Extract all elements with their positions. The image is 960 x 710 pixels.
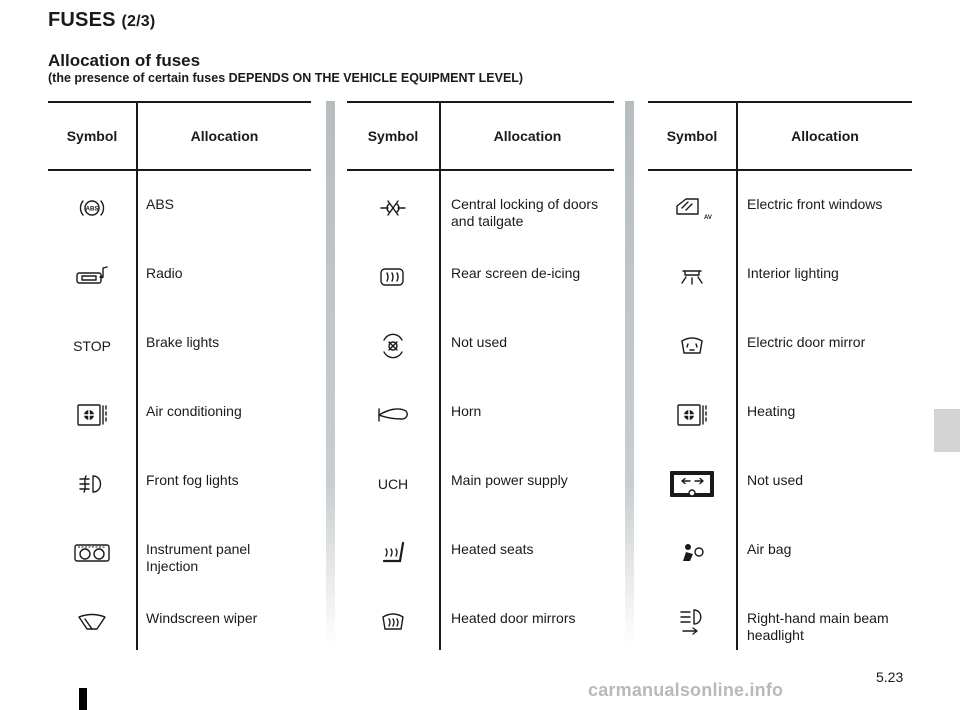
fuse-row xyxy=(347,518,614,587)
table-header-rule xyxy=(347,169,614,171)
air-bag-icon xyxy=(648,540,736,566)
heated-seats-icon xyxy=(347,540,439,566)
fuse-row xyxy=(48,380,311,449)
title-main: FUSES xyxy=(48,9,116,31)
fuse-allocation: Interior lighting xyxy=(747,265,839,281)
symbol-header: Symbol xyxy=(367,128,419,144)
allocation-header: Allocation xyxy=(493,128,562,144)
fuse-allocation: Heated door mirrors xyxy=(451,610,576,626)
page-title xyxy=(48,9,155,32)
fuse-allocation: Electric door mirror xyxy=(747,334,866,350)
fuse-row xyxy=(648,587,912,656)
fuse-row xyxy=(648,380,912,449)
equipment-note: (the presence of certain fuses DEPENDS ON THE VEHICLE EQUIPMENT LEVEL) xyxy=(48,71,524,85)
windscreen-wiper-icon xyxy=(48,609,136,635)
horn-icon xyxy=(347,402,439,428)
front-fog-lights-icon xyxy=(48,471,136,497)
rear-screen-deicing-icon xyxy=(347,264,439,290)
watermark: carmanualsonline.info xyxy=(588,680,784,700)
fuse-row xyxy=(648,173,912,242)
symbol-header: Symbol xyxy=(66,128,118,144)
fuse-row xyxy=(347,449,614,518)
fuse-allocation: Not used xyxy=(451,334,508,350)
fuse-row xyxy=(48,449,311,518)
fuse-row xyxy=(48,173,311,242)
radio-icon xyxy=(48,264,136,290)
table-header-rule xyxy=(648,169,912,171)
fuse-table-1 xyxy=(48,101,311,650)
allocation-header: Allocation xyxy=(190,128,259,144)
fuse-allocation: Air conditioning xyxy=(146,403,242,419)
svg-text:AV: AV xyxy=(704,215,712,221)
stop-icon xyxy=(48,333,136,359)
fuse-allocation: Rear screen de-icing xyxy=(451,265,581,281)
air-conditioning-icon xyxy=(48,402,136,428)
fuse-row xyxy=(648,311,912,380)
svg-text:ABS: ABS xyxy=(85,206,99,213)
fuse-row xyxy=(648,518,912,587)
fuse-row xyxy=(48,311,311,380)
fuse-row xyxy=(648,242,912,311)
fuse-allocation: Radio xyxy=(146,265,183,281)
fuse-table-3 xyxy=(648,101,912,650)
electric-front-windows-icon xyxy=(648,195,736,221)
uch-icon xyxy=(347,471,439,497)
title-suffix: (2/3) xyxy=(121,13,156,30)
fuse-allocation: Main power supply xyxy=(451,472,568,488)
fuse-allocation: Front fog lights xyxy=(146,472,239,488)
fuse-allocation: Central locking of doors and tailgate xyxy=(451,196,599,229)
column-divider-stripe xyxy=(625,101,634,646)
electric-door-mirror-icon xyxy=(648,333,736,359)
section-subtitle: Allocation of fuses xyxy=(48,51,201,70)
fuse-allocation: Electric front windows xyxy=(747,196,883,212)
page-number: 5.23 xyxy=(876,669,904,685)
fuse-allocation: Brake lights xyxy=(146,334,220,350)
table-header-rule xyxy=(48,169,311,171)
fuse-allocation: ABS xyxy=(146,196,175,212)
fuse-allocation: Horn xyxy=(451,403,482,419)
svg-text:STOP: STOP xyxy=(73,338,111,354)
interior-lighting-icon xyxy=(648,264,736,290)
not-used-icon xyxy=(347,333,439,359)
fuse-row xyxy=(347,242,614,311)
heating-icon xyxy=(648,402,736,428)
page-edge-mark xyxy=(79,688,87,710)
fuse-allocation: Right-hand main beam headlight xyxy=(747,610,889,643)
instrument-panel-icon xyxy=(48,540,136,566)
fuse-row xyxy=(48,242,311,311)
column-divider-stripe xyxy=(326,101,335,646)
central-locking-icon xyxy=(347,195,439,221)
svg-text:UCH: UCH xyxy=(377,476,409,492)
not-used-panel-icon xyxy=(648,471,736,497)
fuse-allocation: Windscreen wiper xyxy=(146,610,258,626)
fuse-row xyxy=(48,587,311,656)
heated-door-mirrors-icon xyxy=(347,609,439,635)
fuse-row xyxy=(347,173,614,242)
fuse-allocation: Heated seats xyxy=(451,541,534,557)
fuse-row xyxy=(347,587,614,656)
allocation-header: Allocation xyxy=(791,128,859,144)
fuse-allocation: Not used xyxy=(747,472,804,488)
chapter-tab xyxy=(934,409,960,452)
abs-icon xyxy=(48,195,136,221)
fuse-row xyxy=(48,518,311,587)
fuse-row xyxy=(347,311,614,380)
fuse-allocation: Heating xyxy=(747,403,796,419)
fuse-table-2 xyxy=(347,101,614,650)
fuse-allocation: Instrument panel Injection xyxy=(146,541,251,574)
symbol-header: Symbol xyxy=(666,128,718,144)
fuse-allocation: Air bag xyxy=(747,541,792,557)
main-beam-headlight-icon xyxy=(648,609,736,635)
fuse-row xyxy=(648,449,912,518)
fuse-row xyxy=(347,380,614,449)
